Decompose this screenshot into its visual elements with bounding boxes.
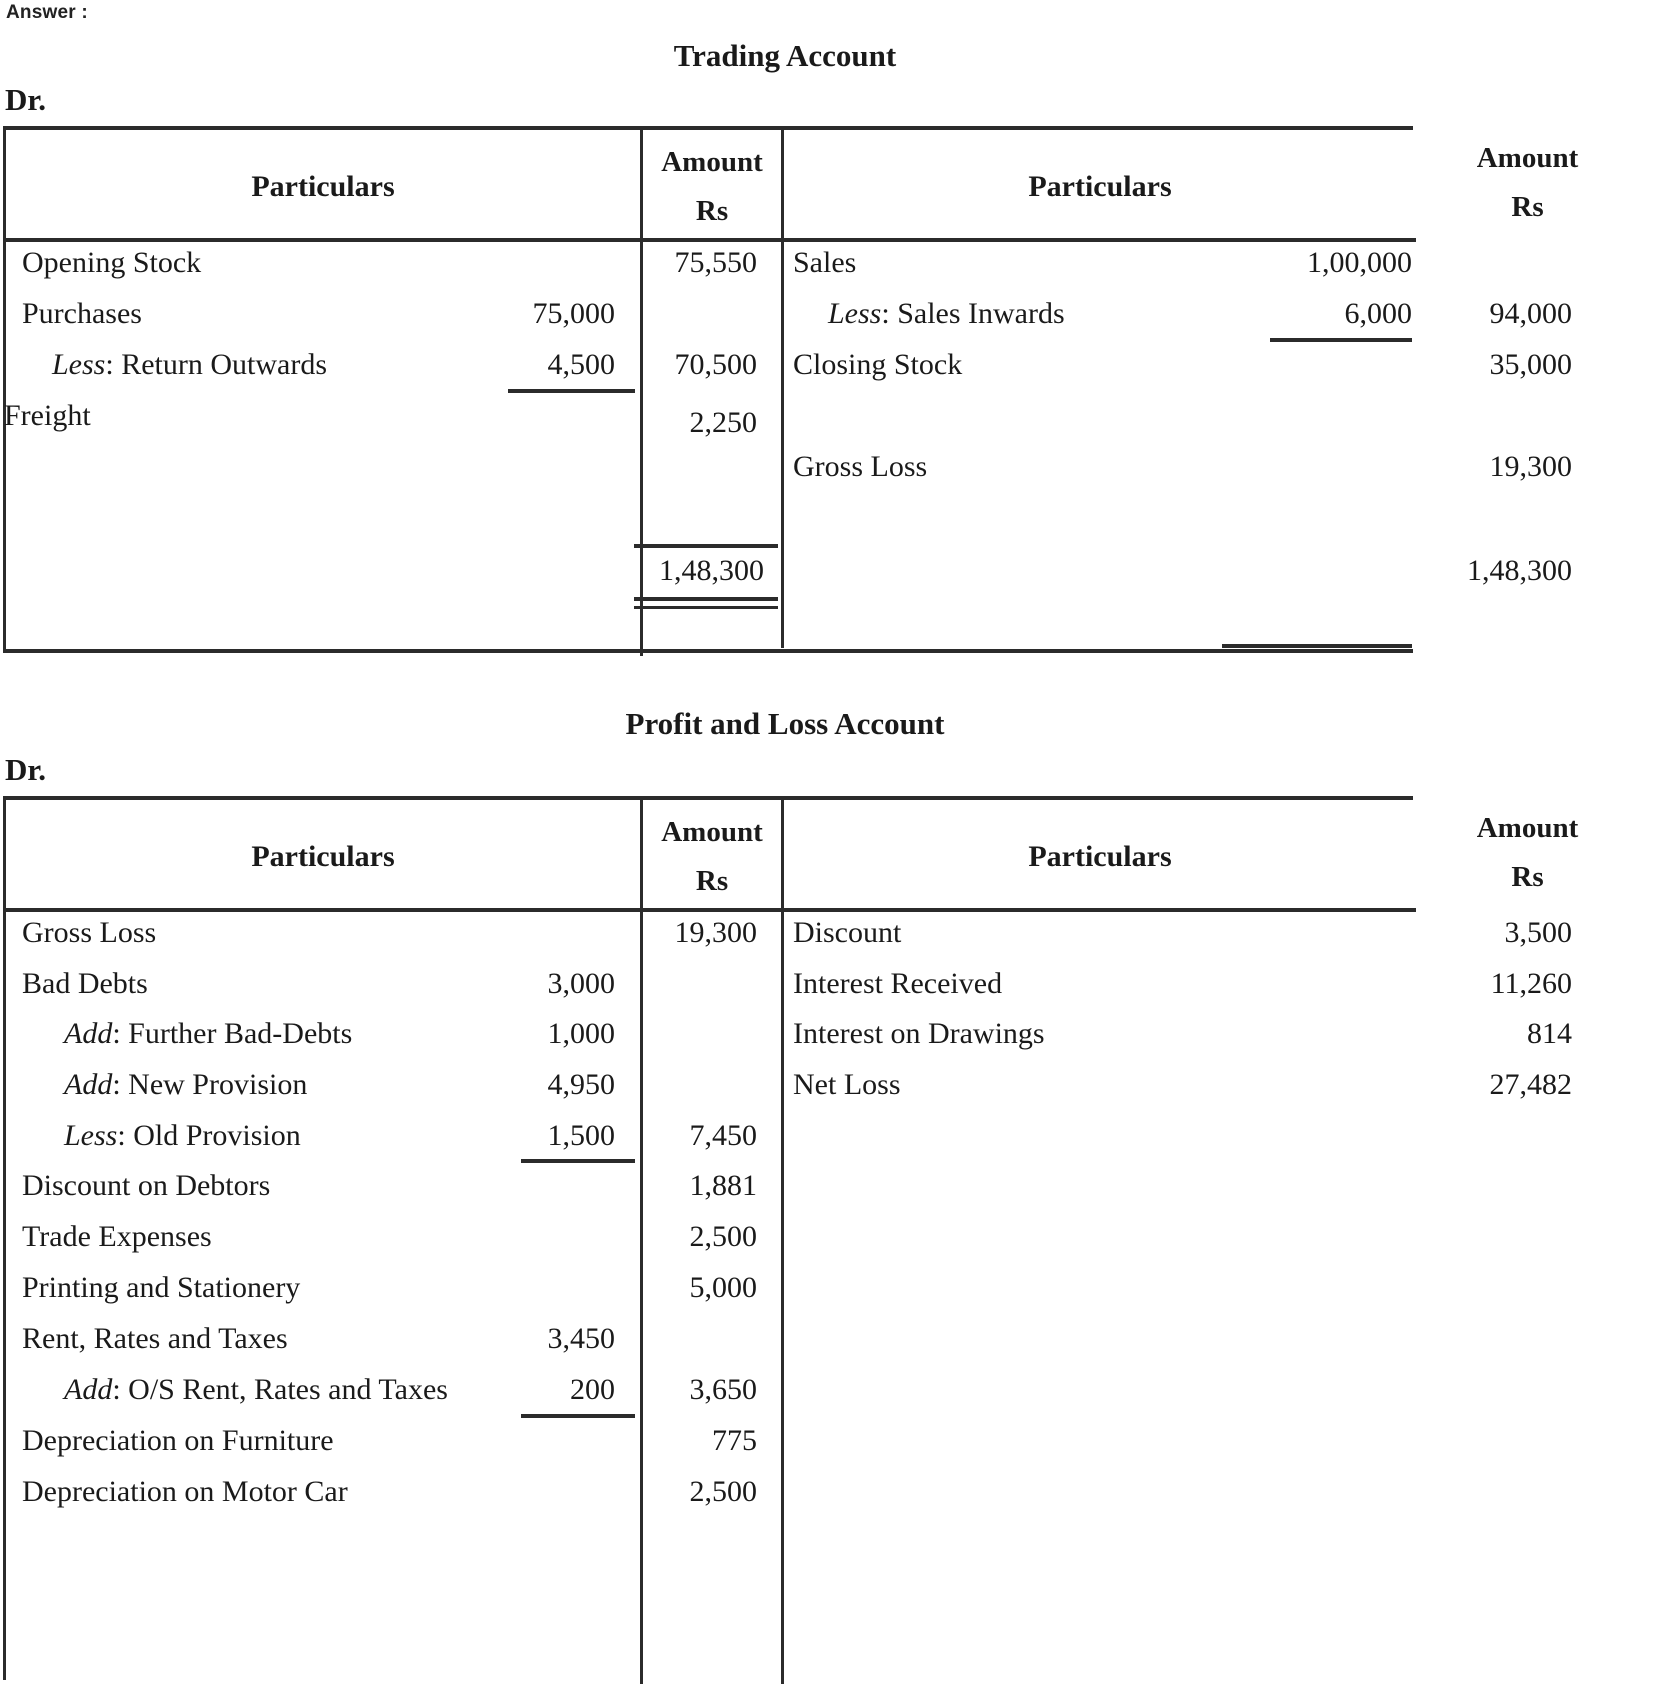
pl-debit-amount-0: 19,300: [674, 916, 757, 949]
pl-debit-amount-5: 1,881: [689, 1169, 757, 1202]
pl-debit-label-8: Rent, Rates and Taxes: [22, 1322, 288, 1355]
trading-credit-total: 1,48,300: [1467, 554, 1572, 587]
trading-credit-amount-1: 94,000: [1489, 297, 1572, 330]
trading-credit-label-0: Sales: [793, 246, 857, 279]
pl-debit-label-6: Trade Expenses: [22, 1220, 212, 1253]
pl-vrule-2: [781, 800, 784, 1684]
pl-debit-amount-11: 2,500: [689, 1475, 757, 1508]
trading-header-particulars-left: Particulars: [251, 170, 395, 203]
trading-debit-label-2-keyword: Less: [52, 348, 106, 381]
pl-debit-label-9-rest: : O/S Rent, Rates and Taxes: [112, 1373, 448, 1406]
pl-credit-amount-0: 3,500: [1504, 916, 1572, 949]
pl-debit-label-9-keyword: Add: [64, 1373, 113, 1406]
pl-debit-label-2: [64, 1019, 352, 1049]
trading-credit-label-3: Gross Loss: [793, 450, 928, 483]
pl-debit-amount-9: 3,650: [689, 1373, 757, 1406]
pl-header-amount-right-text: Amount: [1476, 812, 1579, 844]
trading-debit-label-2-rest: : Return Outwards: [105, 348, 327, 381]
trading-debit-label-1: Purchases: [22, 297, 142, 330]
trading-table-header: [6, 130, 1413, 242]
profit-and-loss-account-title: Profit and Loss Account: [625, 706, 945, 741]
pl-debit-sub-3: 4,950: [547, 1068, 615, 1101]
pl-debit-rent-rule: [521, 1414, 635, 1418]
pl-debit-label-1: Bad Debts: [22, 967, 148, 1000]
trading-header-amount-left-text: Amount: [661, 146, 763, 178]
pl-debit-sub-2: 1,000: [547, 1017, 615, 1050]
trading-debit-label-2: [52, 350, 327, 380]
pl-table-header: [6, 800, 1413, 912]
trading-credit-bottom-rule: [1222, 644, 1412, 648]
trading-header-amount-right-currency: Rs: [1511, 191, 1544, 223]
trading-header-amount-left-currency: Rs: [695, 195, 729, 227]
trading-debit-total-rule-bottom: [634, 597, 778, 601]
trading-account-title: Trading Account: [673, 38, 897, 73]
pl-header-amount-right-currency: Rs: [1511, 861, 1544, 893]
pl-debit-amount-4: 7,450: [689, 1119, 757, 1152]
trading-credit-label-1-rest: : Sales Inwards: [881, 297, 1065, 330]
pl-debit-label-2-keyword: Add: [64, 1017, 113, 1050]
trading-credit-sub-0: 1,00,000: [1307, 246, 1412, 279]
trading-debit-label-0: Opening Stock: [22, 246, 202, 279]
trading-debit-amount-0: 75,550: [674, 246, 757, 279]
trading-debit-amount-3: 2,250: [689, 406, 757, 439]
trading-table-bottom-rule: [3, 649, 1413, 653]
trading-header-amount-left: [643, 148, 781, 226]
pl-debit-amount-6: 2,500: [689, 1220, 757, 1253]
pl-debit-label-5: Discount on Debtors: [22, 1169, 271, 1202]
pl-debit-sub-8: 3,450: [547, 1322, 615, 1355]
trading-credit-amount-2: 35,000: [1489, 348, 1572, 381]
pl-debit-label-7: Printing and Stationery: [22, 1271, 301, 1304]
trading-debit-amount-2: 70,500: [674, 348, 757, 381]
pl-header-amount-left: [643, 818, 781, 896]
pl-debit-amount-7: 5,000: [689, 1271, 757, 1304]
trading-debit-sub-1: 75,000: [532, 297, 615, 330]
trading-header-underline: [6, 238, 1416, 242]
pl-debit-label-10: Depreciation on Furniture: [22, 1424, 334, 1457]
pl-credit-label-0: Discount: [793, 916, 902, 949]
trading-credit-subtotal-rule: [1270, 338, 1412, 342]
pl-debit-label-3: [64, 1070, 307, 1100]
pl-debit-label-4-rest: : Old Provision: [117, 1119, 301, 1152]
pl-debit-sub-9: 200: [570, 1373, 615, 1406]
trading-debit-total: 1,48,300: [659, 554, 764, 587]
profit-and-loss-dr-label: Dr.: [5, 752, 47, 787]
trading-header-amount-right-text: Amount: [1476, 142, 1579, 174]
trading-credit-amount-3: 19,300: [1489, 450, 1572, 483]
pl-debit-label-3-rest: : New Provision: [112, 1068, 308, 1101]
trading-account-dr-label: Dr.: [5, 82, 47, 117]
pl-debit-label-9: [64, 1375, 448, 1405]
trading-debit-subtotal-rule: [508, 389, 635, 393]
pl-header-particulars-right: Particulars: [1028, 840, 1172, 873]
trading-credit-sub-1: 6,000: [1344, 297, 1412, 330]
pl-header-amount-right: [1420, 814, 1635, 892]
trading-debit-sub-2: 4,500: [547, 348, 615, 381]
pl-header-underline: [6, 908, 1416, 912]
pl-header-particulars-left: Particulars: [251, 840, 395, 873]
trading-credit-label-1-keyword: Less: [828, 297, 882, 330]
trading-debit-total-rule-bottom2: [634, 606, 778, 609]
pl-debit-amount-10: 775: [712, 1424, 757, 1457]
trading-debit-label-3: Freight: [4, 399, 91, 432]
pl-credit-label-2: Interest on Drawings: [793, 1017, 1045, 1050]
pl-credit-label-1: Interest Received: [793, 967, 1003, 1000]
pl-vrule-1: [640, 800, 643, 1684]
pl-debit-sub-1: 3,000: [547, 967, 615, 1000]
trading-credit-label-1: [828, 299, 1065, 329]
trading-header-particulars-right: Particulars: [1028, 170, 1172, 203]
pl-debit-label-2-rest: : Further Bad-Debts: [112, 1017, 353, 1050]
pl-debit-label-0: Gross Loss: [22, 916, 157, 949]
pl-credit-amount-3: 27,482: [1489, 1068, 1572, 1101]
pl-debit-label-4-keyword: Less: [64, 1119, 118, 1152]
pl-credit-amount-1: 11,260: [1490, 967, 1572, 1000]
pl-header-amount-left-currency: Rs: [695, 865, 729, 897]
trading-debit-total-rule-top: [634, 544, 778, 548]
pl-debit-provision-rule: [521, 1159, 635, 1163]
pl-header-amount-left-text: Amount: [661, 816, 763, 848]
answer-label: Answer :: [6, 2, 88, 23]
pl-debit-sub-4: 1,500: [547, 1119, 615, 1152]
pl-debit-label-3-keyword: Add: [64, 1068, 113, 1101]
pl-debit-label-4: [64, 1121, 301, 1151]
pl-debit-label-11: Depreciation on Motor Car: [22, 1475, 348, 1508]
pl-credit-amount-2: 814: [1527, 1017, 1572, 1050]
trading-credit-label-2: Closing Stock: [793, 348, 963, 381]
trading-header-amount-right: [1420, 144, 1635, 222]
pl-credit-label-3: Net Loss: [793, 1068, 901, 1101]
